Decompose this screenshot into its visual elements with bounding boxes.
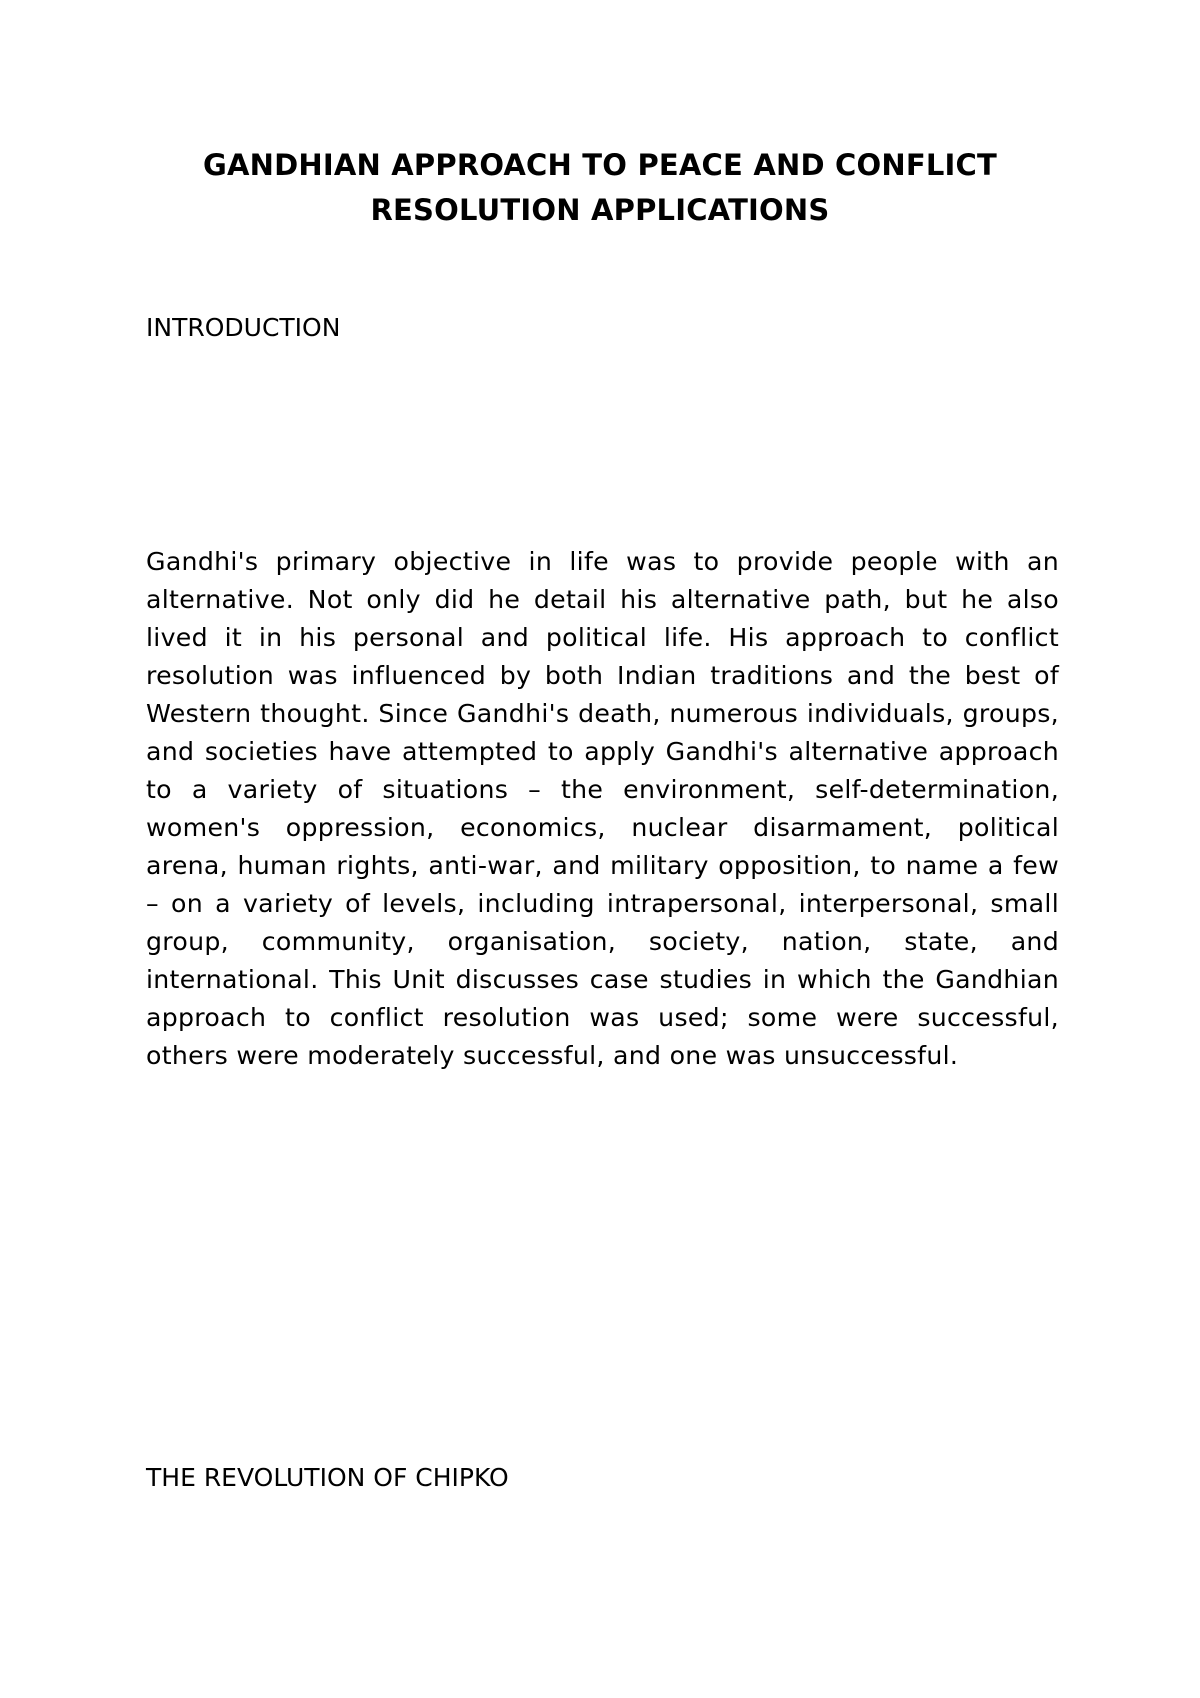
section-heading-chipko: THE REVOLUTION OF CHIPKO	[146, 1463, 509, 1492]
title-line-1: GANDHIAN APPROACH TO PEACE AND CONFLICT	[203, 148, 997, 182]
section-heading-introduction: INTRODUCTION	[146, 313, 341, 342]
document-title	[146, 143, 1054, 233]
title-line-2: RESOLUTION APPLICATIONS	[370, 193, 830, 227]
introduction-paragraph: Gandhi's primary objective in life was to provide people with an alternative. Not only did he detail his alternative path, but he also lived it in his personal and political life. His approach to conflict resolution was influenced by both Indian traditions and the best of Western thought. Since Gandhi's death, numerous individuals, groups, and societies have attempted to apply Gandhi's alternative approach to a variety of situations – the environment, self-determination, women's oppression, economics, nuclear disarmament, political arena, human rights, anti-war, and military opposition, to name a few – on a variety of levels, including intrapersonal, interpersonal, small group, community, organisation, society, nation, state, and international. This Unit discusses case studies in which the Gandhian approach to conflict resolution was used; some were successful, others were moderately successful, and one was unsuccessful.	[146, 547, 1059, 1070]
